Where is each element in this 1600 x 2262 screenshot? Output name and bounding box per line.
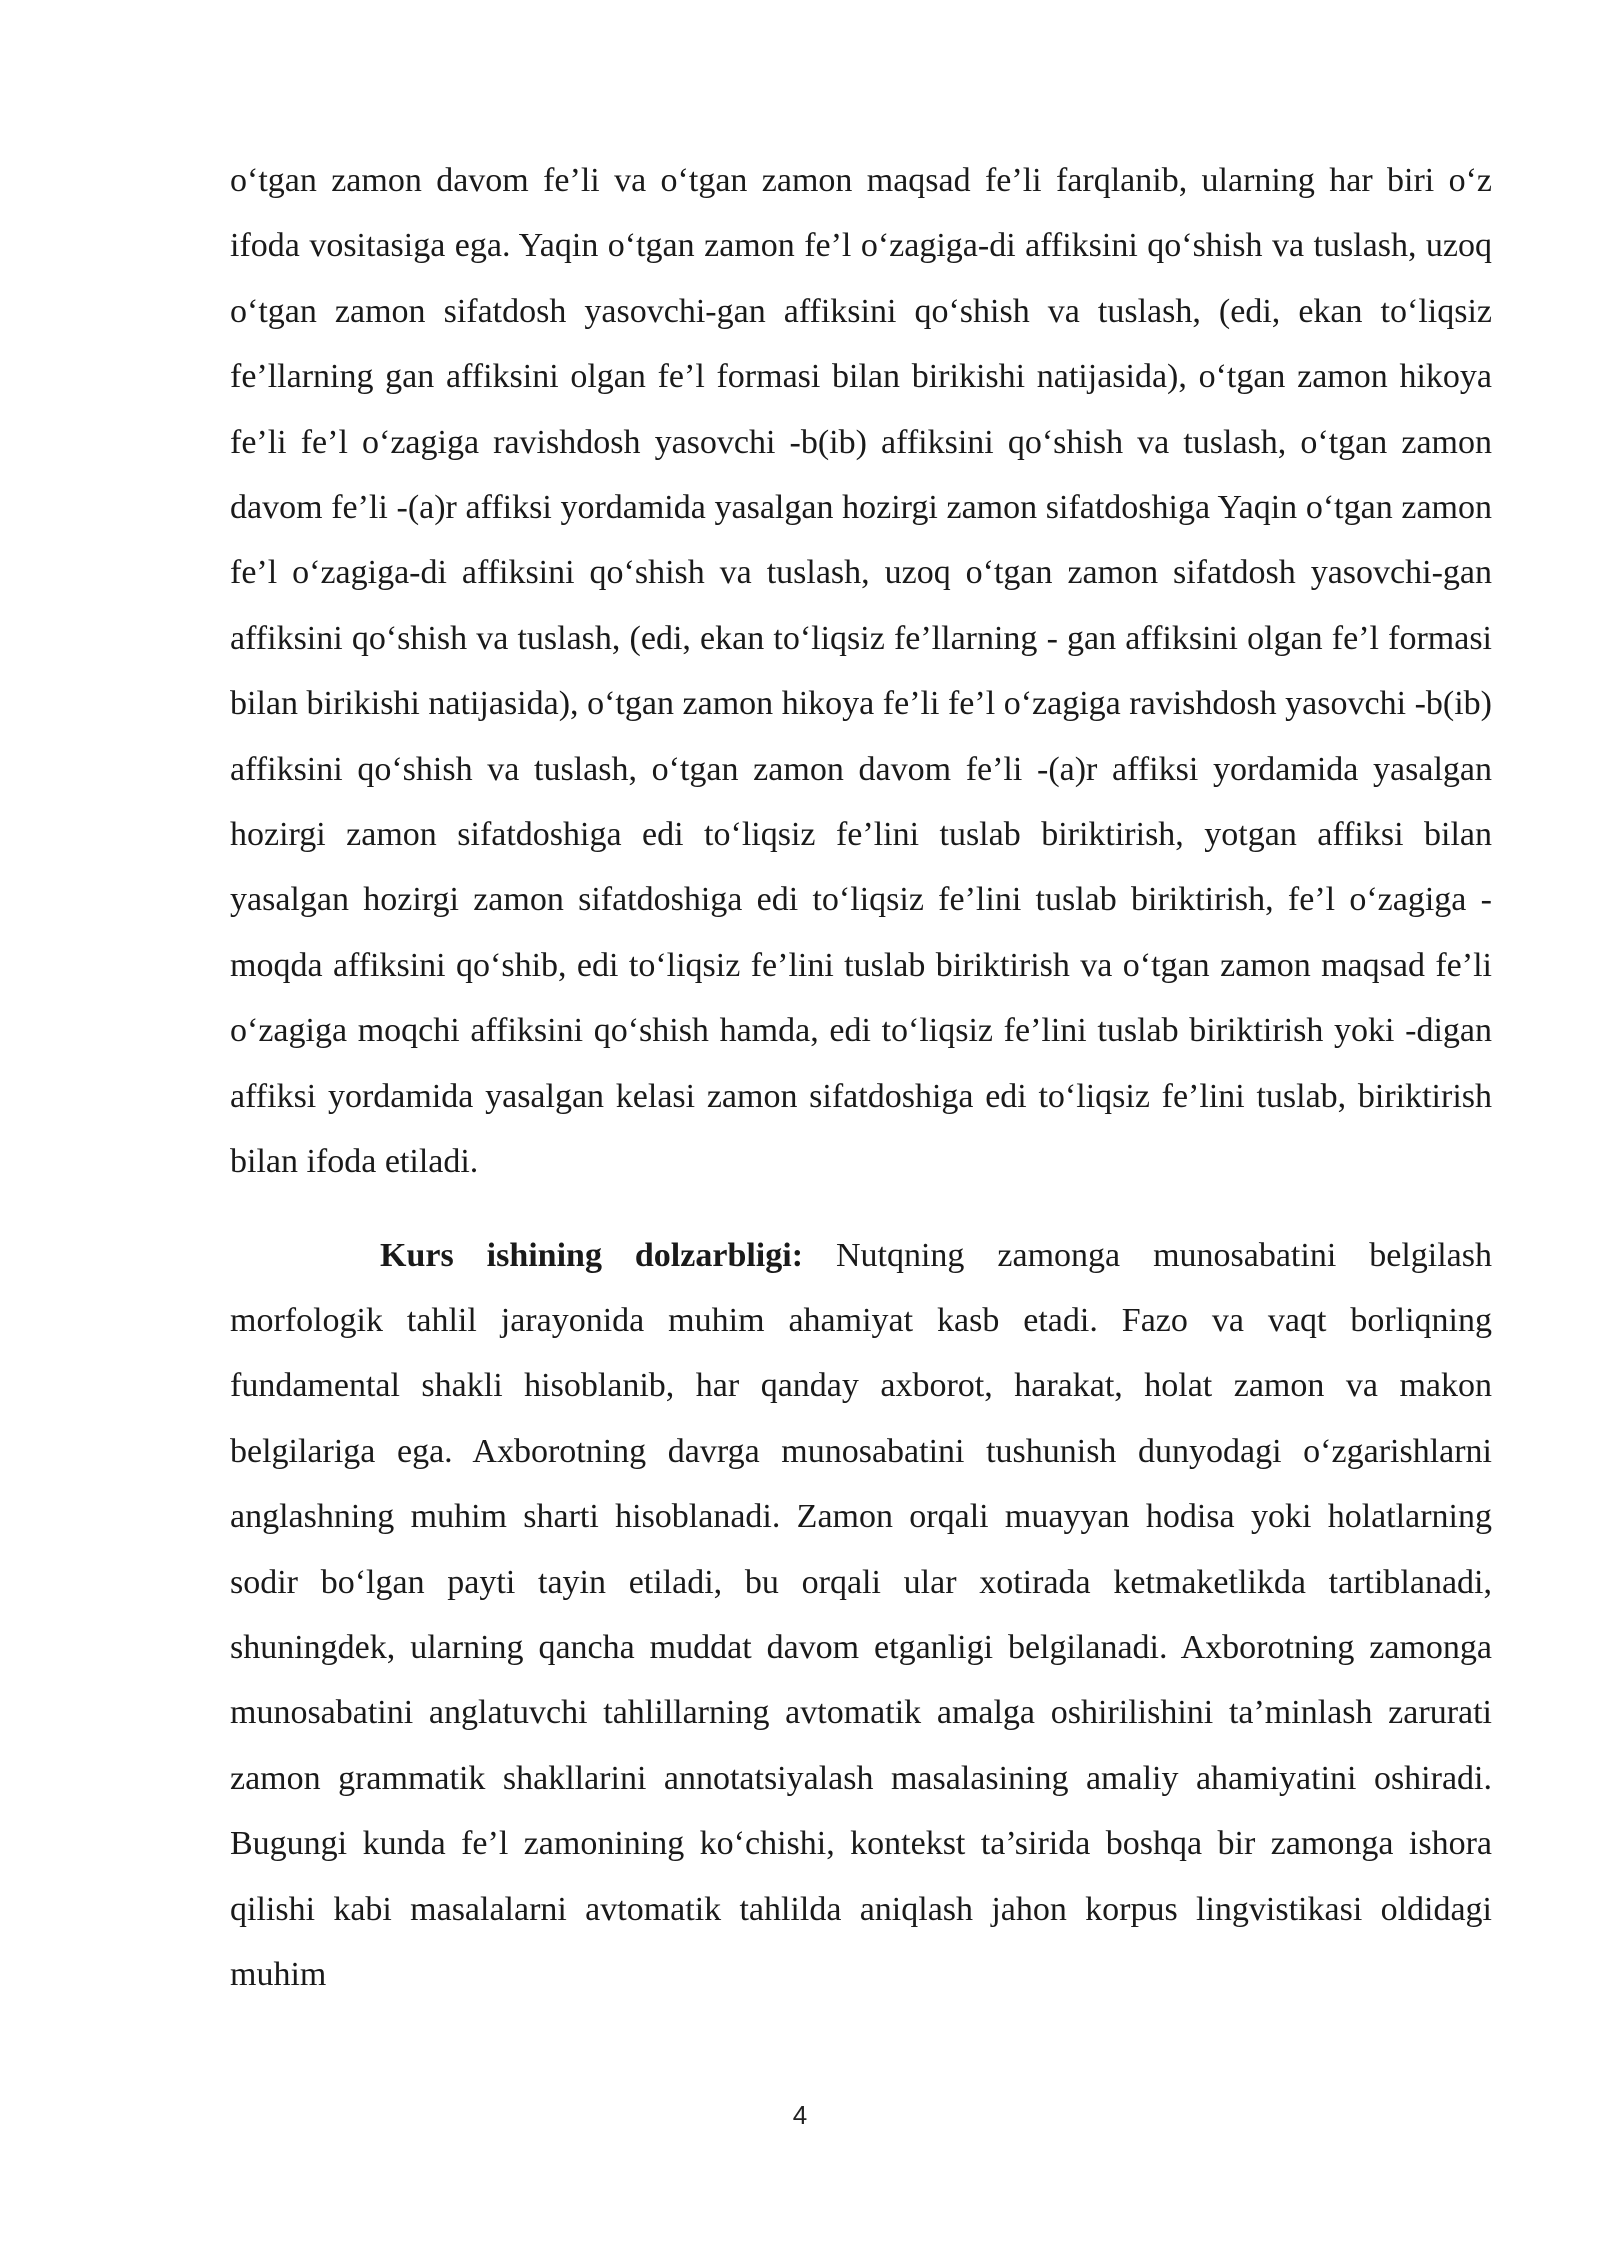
page-number: 4 <box>792 2100 808 2130</box>
paragraph-course-relevance <box>230 1223 1492 2008</box>
paragraph-text: o‘tgan zamon davom fe’li va o‘tgan zamon maqsad fe’li farqlanib, ularning har biri o‘z ifoda vositasiga ega. Yaqin o‘tgan zamon fe’l o‘zagiga-di affiksini qo‘shish va tuslash, uzoq o‘tgan zamon sifatdosh yasovchi-gan affiksini qo‘shish va tuslash, (edi, ekan to‘liqsiz fe’llarning gan affiksini olgan fe’l formasi bilan birikishi natijasida), o‘tgan zamon hikoya fe’li fe’l o‘zagiga ravishdosh yasovchi -b(ib) affiksini qo‘shish va tuslash, o‘tgan zamon davom fe’li -(a)r affiksi yordamida yasalgan hozirgi zamon sifatdoshiga Yaqin o‘tgan zamon fe’l o‘zagiga-di affiksini qo‘shish va tuslash, uzoq o‘tgan zamon sifatdosh yasovchi-gan affiksini qo‘shish va tuslash, (edi, ekan to‘liqsiz fe’llarning - gan affiksini olgan fe’l formasi bilan birikishi natijasida), o‘tgan zamon hikoya fe’li fe’l o‘zagiga ravishdosh yasovchi -b(ib) affiksini qo‘shish va tuslash, o‘tgan zamon davom fe’li -(a)r affiksi yordamida yasalgan hozirgi zamon sifatdoshiga edi to‘liqsiz fe’lini tuslab biriktirish, yotgan affiksi bilan yasalgan hozirgi zamon sifatdoshiga edi to‘liqsiz fe’lini tuslab biriktirish, fe’l o‘zagiga -moqda affiksini qo‘shib, edi to‘liqsiz fe’lini tuslab biriktirish va o‘tgan zamon maqsad fe’li o‘zagiga moqchi affiksini qo‘shish hamda, edi to‘liqsiz fe’lini tuslab biriktirish yoki -digan affiksi yordamida yasalgan kelasi zamon sifatdoshiga edi to‘liqsiz fe’lini tuslab, biriktirish bilan ifoda etiladi. <box>230 162 1492 1181</box>
paragraph-text: Nutqning zamonga munosabatini belgilash morfologik tahlil jarayonida muhim ahamiyat kasb etadi. Fazo va vaqt borliqning fundamental shakli hisoblanib, har qanday axborot, harakat, holat zamon va makon belgilariga ega. Axborotning davrga munosabatini tushunish dunyodagi o‘zgarishlarni anglashning muhim sharti hisoblanadi. Zamon orqali muayyan hodisa yoki holatlarning sodir bo‘lgan payti tayin etiladi, bu orqali ular xotirada ketmaketlikda tartiblanadi, shuningdek, ularning qancha muddat davom etganligi belgilanadi. Axborotning zamonga munosabatini anglatuvchi tahlillarning avtomatik amalga oshirilishini ta’minlash zarurati zamon grammatik shakllarini annotatsiyalash masalasining amaliy ahamiyatini oshiradi. Bugungi kunda fe’l zamonining ko‘chishi, kontekst ta’sirida boshqa bir zamonga ishora qilishi kabi masalalarni avtomatik tahlilda aniqlash jahon korpus lingvistikasi oldidagi muhim <box>230 1236 1492 1993</box>
document-body <box>230 148 1492 2007</box>
paragraph-heading-bold: Kurs ishining dolzarbligi: <box>380 1236 804 1274</box>
paragraph-verb-tense-forms <box>230 148 1492 1195</box>
